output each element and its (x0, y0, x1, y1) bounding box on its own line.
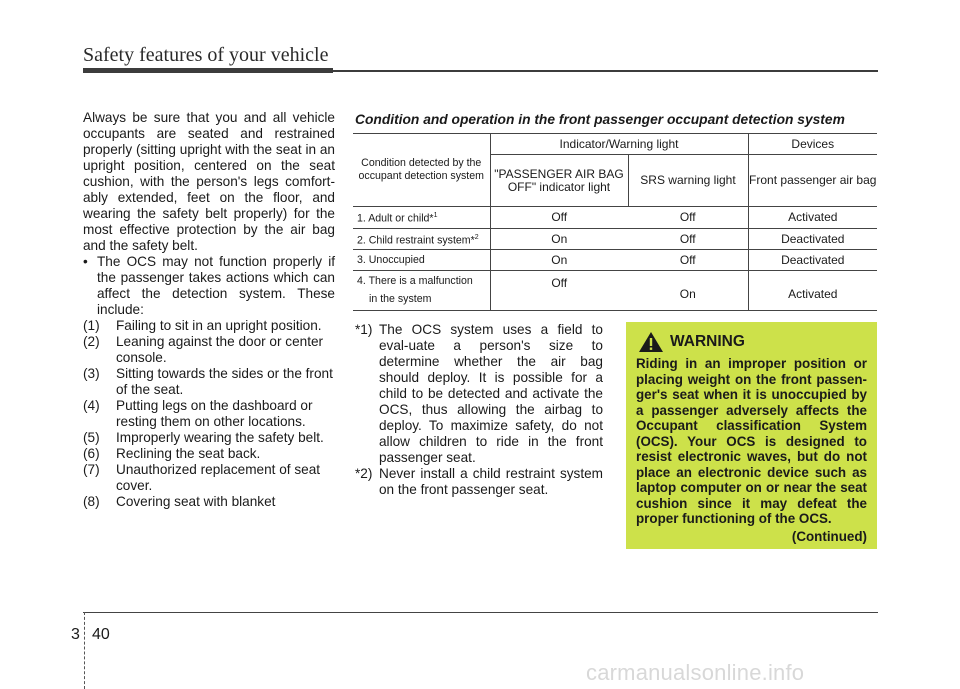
warning-title: WARNING (670, 333, 745, 350)
list-item-text: Reclining the seat back. (116, 446, 261, 461)
table-cell-airbag: Deactivated (748, 250, 877, 271)
table-row (353, 250, 877, 271)
condition-text-cont: in the system (369, 293, 432, 305)
table-cell-airbag: Activated (748, 271, 877, 311)
table-cell-pab: Off (490, 207, 628, 229)
footnote (355, 466, 603, 498)
table-cell-condition: 3. Unoccupied (353, 250, 490, 271)
footnote-superscript: 2 (474, 233, 479, 241)
condition-text: 1. Adult or child* (357, 212, 434, 225)
table-cell-srs: Off (628, 229, 748, 250)
table-cell-srs: On (628, 271, 748, 311)
footer-divider (84, 612, 85, 689)
ocs-condition-table (353, 133, 877, 311)
footnote-text: Never install a child restraint system on the front passenger seat. (379, 466, 603, 497)
warning-body: Riding in an improper position or placing weight on the front passen-ger's seat when it is unoccupied by a passenger adversely affects the Occupant classification System (OCS). Your OCS is designed to resist electronic waves, but do not place an electronic device such as laptop computer on or near the seat cushion since it may defeat the proper functioning of the OCS. (636, 356, 867, 526)
table-row (353, 229, 877, 250)
table-header-devices: Devices (748, 134, 877, 155)
table-cell-pab: On (490, 229, 628, 250)
table-cell-airbag: Deactivated (748, 229, 877, 250)
table-cell-condition (353, 229, 490, 250)
left-column (83, 110, 335, 510)
table-cell-condition (353, 207, 490, 229)
list-item-text: Unauthorized replacement of seat cover. (116, 462, 321, 493)
footnotes (355, 322, 603, 498)
list-item (83, 398, 335, 430)
table-row (353, 207, 877, 229)
list-item (83, 462, 335, 494)
condition-text: 2. Child restraint system* (357, 234, 475, 247)
page-header-title: Safety features of your vehicle (83, 44, 329, 66)
warning-box (626, 322, 877, 549)
page-number: 40 (92, 626, 110, 643)
list-item-text: Covering seat with blanket (116, 494, 276, 509)
header-rule (83, 68, 333, 73)
list-item-text: Leaning against the door or center console. (116, 334, 324, 365)
table-subheader-srs: SRS warning light (628, 155, 748, 207)
bullet-text: The OCS may not function properly if the passenger takes actions which can affect the detection system. These include: (97, 254, 335, 317)
warning-triangle-icon (638, 331, 664, 353)
table-cell-condition (353, 271, 490, 311)
table-header-indicator: Indicator/Warning light (490, 134, 748, 155)
table-cell-srs: Off (628, 250, 748, 271)
list-item-number: (7) (83, 462, 100, 477)
improper-actions-list (83, 318, 335, 510)
list-item-number: (5) (83, 430, 100, 445)
list-item (83, 318, 335, 334)
footnote-text: The OCS system uses a field to eval-uate a person's size to determine whether the air bag should deploy. It is possible for a child to be detected and activate the OCS, thus allowing the airbag to deploy. To maximize safety, do not allow children to ride in the front passenger seat. (379, 322, 603, 465)
footnote-mark: *1) (355, 322, 373, 337)
watermark: carmanualsonline.info (586, 660, 805, 685)
list-item-text: Putting legs on the dashboard or resting them on other locations. (116, 398, 313, 429)
table-subheader-pab: "PASSENGER AIR BAG OFF" indicator light (490, 155, 628, 207)
table-cell-pab: Off (490, 271, 628, 311)
footnote (355, 322, 603, 466)
list-item-number: (6) (83, 446, 100, 461)
list-item (83, 334, 335, 366)
condition-text: 4. There is a malfunction (357, 275, 473, 287)
list-item (83, 494, 335, 510)
list-item-number: (2) (83, 334, 100, 349)
list-item (83, 430, 335, 446)
footnote-superscript: 1 (433, 212, 438, 220)
bullet-paragraph (83, 254, 335, 318)
list-item (83, 446, 335, 462)
warning-header (638, 330, 867, 354)
list-item-text: Sitting towards the sides or the front of the seat. (116, 366, 333, 397)
table-subheader-airbag: Front passenger air bag (748, 155, 877, 207)
intro-paragraph: Always be sure that you and all vehicle occupants are seated and restrained properly (sitting upright with the seat in an upright position, centered on the seat cushion, with the person's legs comfort-ably extended, feet on the floor, and wearing the safety belt properly) for the most effective protection by the air bag and the safety belt. (83, 110, 335, 253)
table-cell-srs: Off (628, 207, 748, 229)
list-item-number: (4) (83, 398, 100, 413)
list-item-number: (8) (83, 494, 100, 509)
table-cell-pab: On (490, 250, 628, 271)
section-heading: Condition and operation in the front passenger occupant detection system (355, 112, 845, 127)
bullet-dot: • (83, 254, 88, 269)
footnote-mark: *2) (355, 466, 373, 481)
table-header-condition: Condition detected by the occupant detection system (353, 134, 490, 207)
table-cell-airbag: Activated (748, 207, 877, 229)
list-item-number: (1) (83, 318, 100, 333)
table-row (353, 271, 877, 311)
header-rule-thin (333, 70, 878, 72)
warning-continued: (Continued) (791, 528, 867, 544)
list-item-text: Failing to sit in an upright position. (116, 318, 322, 333)
chapter-number: 3 (71, 626, 80, 643)
list-item (83, 366, 335, 398)
list-item-text: Improperly wearing the safety belt. (116, 430, 324, 445)
list-item-number: (3) (83, 366, 100, 381)
footer-rule (83, 612, 878, 613)
